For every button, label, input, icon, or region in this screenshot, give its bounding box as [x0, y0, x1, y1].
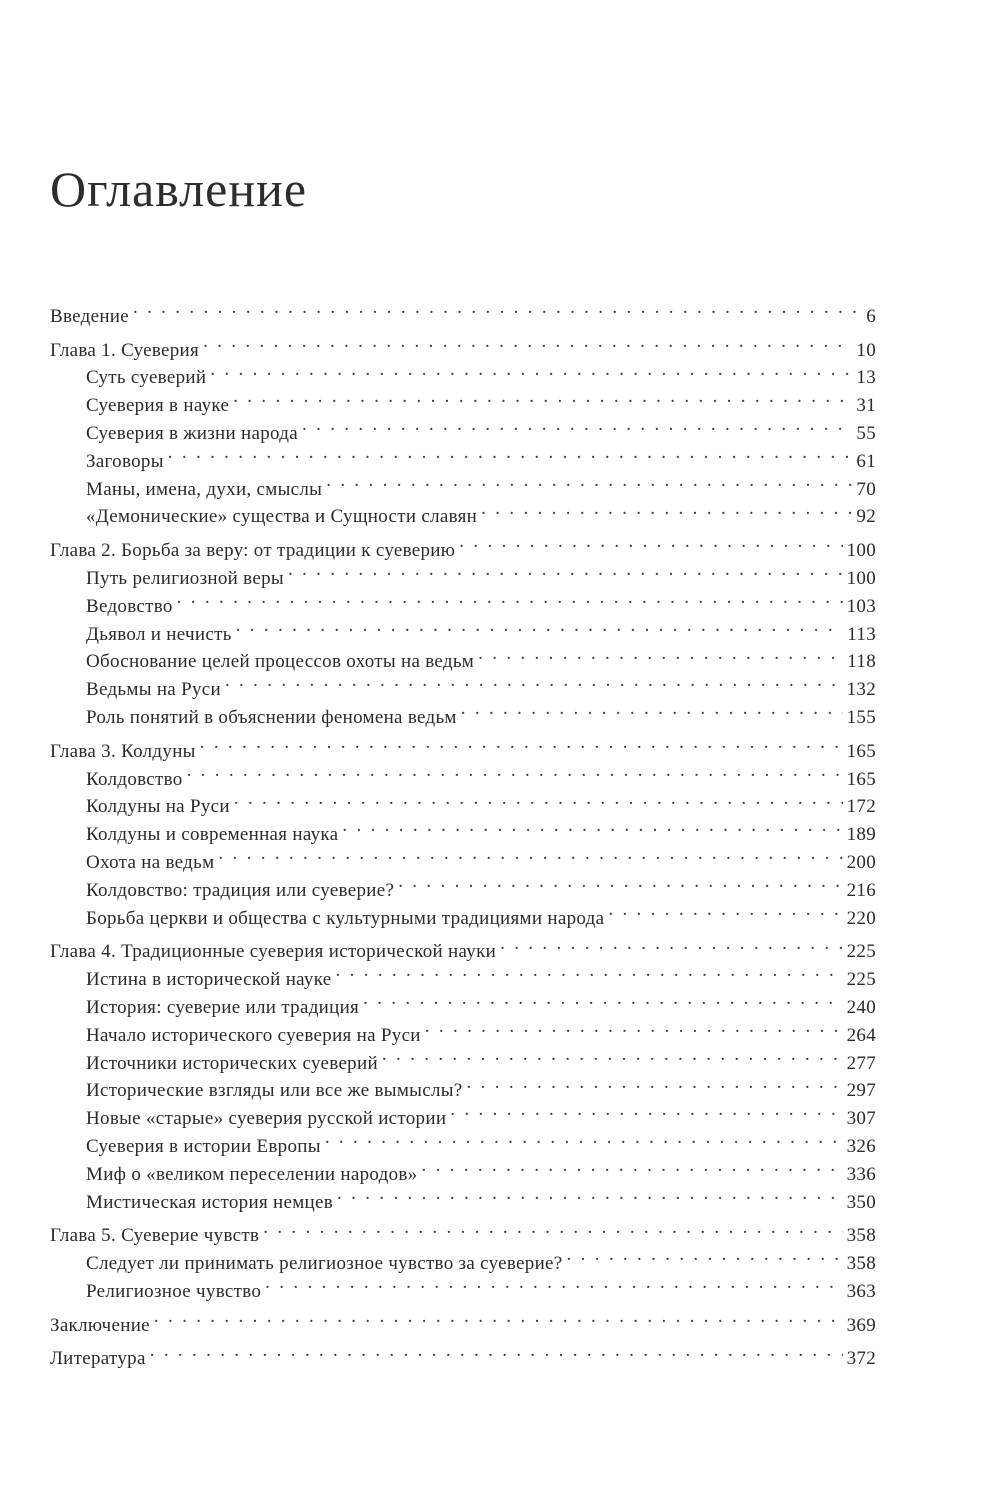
toc-dot-leader — [263, 1214, 842, 1242]
toc-entry-label: Суеверия в жизни народа — [86, 422, 298, 444]
toc-section-entry[interactable] — [50, 612, 876, 645]
toc-page-number: 92 — [856, 506, 876, 528]
toc-dot-leader — [467, 1069, 843, 1097]
toc-page-number: 165 — [846, 740, 876, 762]
toc-dot-leader — [567, 1241, 843, 1269]
toc-page-number: 132 — [846, 679, 876, 701]
toc-dot-leader — [325, 1124, 843, 1152]
toc-chapter-entry[interactable] — [50, 1337, 876, 1370]
toc-page-number: 358 — [846, 1225, 876, 1247]
toc-dot-leader — [302, 411, 852, 439]
toc-dot-leader — [608, 896, 842, 924]
toc-page-number: 200 — [846, 851, 876, 873]
toc-dot-leader — [133, 294, 862, 322]
toc-entry-label: Глава 5. Суеверие чувств — [50, 1225, 260, 1247]
toc-page-number: 70 — [856, 478, 876, 500]
toc-entry-label: Суеверия в истории Европы — [86, 1135, 321, 1157]
toc-dot-leader — [200, 729, 843, 757]
toc-page-number: 10 — [856, 339, 876, 361]
toc-page-number: 326 — [846, 1135, 876, 1157]
toc-page-number: 100 — [846, 540, 876, 562]
toc-entry-label: Мистическая история немцев — [86, 1191, 334, 1213]
toc-dot-leader — [478, 640, 843, 668]
toc-section-entry[interactable] — [50, 467, 876, 500]
toc-page-number: 6 — [866, 305, 876, 327]
toc-chapter-entry[interactable] — [50, 930, 876, 963]
toc-page-number: 369 — [846, 1314, 876, 1336]
toc-entry-label: Охота на ведьм — [86, 851, 215, 873]
toc-entry-label: Начало исторического суеверия на Руси — [86, 1024, 421, 1046]
toc-dot-leader — [150, 1337, 843, 1365]
toc-entry-label: Глава 2. Борьба за веру: от традиции к суеверию — [50, 540, 456, 562]
toc-page-number: 350 — [846, 1191, 876, 1213]
toc-entry-label: Суть суеверий — [86, 367, 207, 389]
toc-page-number: 220 — [846, 907, 876, 929]
toc-page-number: 372 — [846, 1348, 876, 1370]
toc-dot-leader — [225, 667, 843, 695]
toc-entry-label: Колдуны на Руси — [86, 796, 230, 818]
toc-dot-leader — [168, 439, 853, 467]
toc-entry-label: Истина в исторической науке — [86, 969, 332, 991]
toc-page-number: 225 — [846, 941, 876, 963]
toc-page-number: 240 — [846, 996, 876, 1018]
toc-dot-leader — [210, 356, 852, 384]
toc-dot-leader — [382, 1041, 843, 1069]
toc-page-number: 189 — [846, 824, 876, 846]
toc-dot-leader — [265, 1269, 842, 1297]
toc-entry-label: Дьявол и нечисть — [86, 623, 232, 645]
toc-entry-label: Роль понятий в объяснении феномена ведьм — [86, 706, 457, 728]
toc-dot-leader — [203, 328, 852, 356]
toc-entry-label: Путь религиозной веры — [86, 567, 284, 589]
toc-page-number: 297 — [846, 1080, 876, 1102]
toc-section-entry[interactable] — [50, 439, 876, 472]
toc-dot-leader — [288, 556, 843, 584]
toc-entry-label: Источники исторических суеверий — [86, 1052, 378, 1074]
toc-page-number: 336 — [846, 1163, 876, 1185]
toc-dot-leader — [461, 695, 843, 723]
toc-entry-label: Новые «старые» суеверия русской истории — [86, 1108, 447, 1130]
toc-entry-label: Глава 1. Суеверия — [50, 339, 200, 361]
toc-entry-label: Колдовство — [86, 768, 183, 790]
toc-page-number: 165 — [846, 768, 876, 790]
toc-entry-label: Введение — [50, 305, 129, 327]
toc-chapter-entry[interactable] — [50, 528, 876, 562]
toc-page-number: 277 — [846, 1052, 876, 1074]
toc-entry-label: История: суеверие или традиция — [86, 996, 360, 1018]
toc-page-number: 118 — [847, 651, 876, 673]
toc-page-number: 61 — [856, 450, 876, 472]
toc-page-number: 13 — [856, 367, 876, 389]
toc-entry-label: Глава 3. Колдуны — [50, 740, 196, 762]
toc-chapter-entry[interactable] — [50, 1303, 876, 1336]
toc-entry-label: Борьба церкви и общества с культурными традициями народа — [86, 907, 605, 929]
toc-entry-label: Религиозное чувство — [86, 1280, 262, 1302]
toc-entry-label: Исторические взгляды или все же вымыслы? — [86, 1080, 463, 1102]
toc-page-number: 225 — [846, 969, 876, 991]
toc-page-number: 55 — [856, 422, 876, 444]
toc-page-number: 100 — [846, 567, 876, 589]
toc-entry-label: Суеверия в науке — [86, 395, 230, 417]
toc-page-number: 358 — [846, 1253, 876, 1275]
toc-page-number: 264 — [846, 1024, 876, 1046]
toc-page-number: 103 — [846, 595, 876, 617]
toc-page-number: 155 — [846, 706, 876, 728]
toc-dot-leader — [342, 812, 842, 840]
toc-dot-leader — [234, 785, 843, 813]
table-of-contents — [50, 294, 876, 1370]
toc-chapter-entry[interactable] — [50, 294, 876, 327]
toc-dot-leader — [336, 957, 843, 985]
toc-page-number: 172 — [846, 796, 876, 818]
toc-entry-label: «Демонические» существа и Сущности славян — [86, 506, 478, 528]
toc-dot-leader — [481, 495, 852, 523]
page-title: Оглавление — [50, 161, 308, 217]
toc-entry-label: Глава 4. Традиционные суеверия исторической науки — [50, 941, 497, 963]
toc-entry-label: Ведьмы на Руси — [86, 679, 221, 701]
toc-entry-label: Колдовство: традиция или суеверие? — [86, 879, 395, 901]
toc-dot-leader — [421, 1152, 842, 1180]
toc-entry-label: Заключение — [50, 1314, 150, 1336]
toc-dot-leader — [187, 757, 843, 785]
toc-dot-leader — [233, 383, 852, 411]
toc-dot-leader — [218, 840, 842, 868]
toc-entry-label: Колдуны и современная наука — [86, 824, 339, 846]
toc-page-number: 216 — [846, 879, 876, 901]
toc-dot-leader — [425, 1013, 843, 1041]
toc-dot-leader — [459, 528, 842, 556]
toc-entry-label: Заговоры — [86, 450, 164, 472]
toc-dot-leader — [236, 612, 844, 640]
toc-dot-leader — [337, 1180, 843, 1208]
toc-page-number: 363 — [846, 1280, 876, 1302]
toc-chapter-entry[interactable] — [50, 1214, 876, 1247]
toc-dot-leader — [398, 868, 842, 896]
toc-entry-label: Маны, имена, духи, смыслы — [86, 478, 323, 500]
toc-dot-leader — [363, 985, 842, 1013]
toc-chapter-entry[interactable] — [50, 328, 876, 361]
toc-dot-leader — [500, 930, 842, 958]
toc-page-number: 31 — [856, 395, 876, 417]
toc-entry-label: Миф о «великом переселении народов» — [86, 1163, 418, 1185]
toc-chapter-entry[interactable] — [50, 729, 876, 762]
toc-dot-leader — [450, 1096, 842, 1124]
toc-page-number: 113 — [847, 623, 876, 645]
toc-entry-label: Литература — [50, 1348, 146, 1370]
toc-entry-label: Следует ли принимать религиозное чувство за суеверие? — [86, 1253, 563, 1275]
toc-dot-leader — [154, 1303, 843, 1331]
toc-page-number: 307 — [846, 1108, 876, 1130]
toc-entry-label: Обоснование целей процессов охоты на ведьм — [86, 651, 475, 673]
toc-dot-leader — [177, 584, 843, 612]
toc-entry-label: Ведовство — [86, 595, 173, 617]
toc-dot-leader — [326, 467, 852, 495]
